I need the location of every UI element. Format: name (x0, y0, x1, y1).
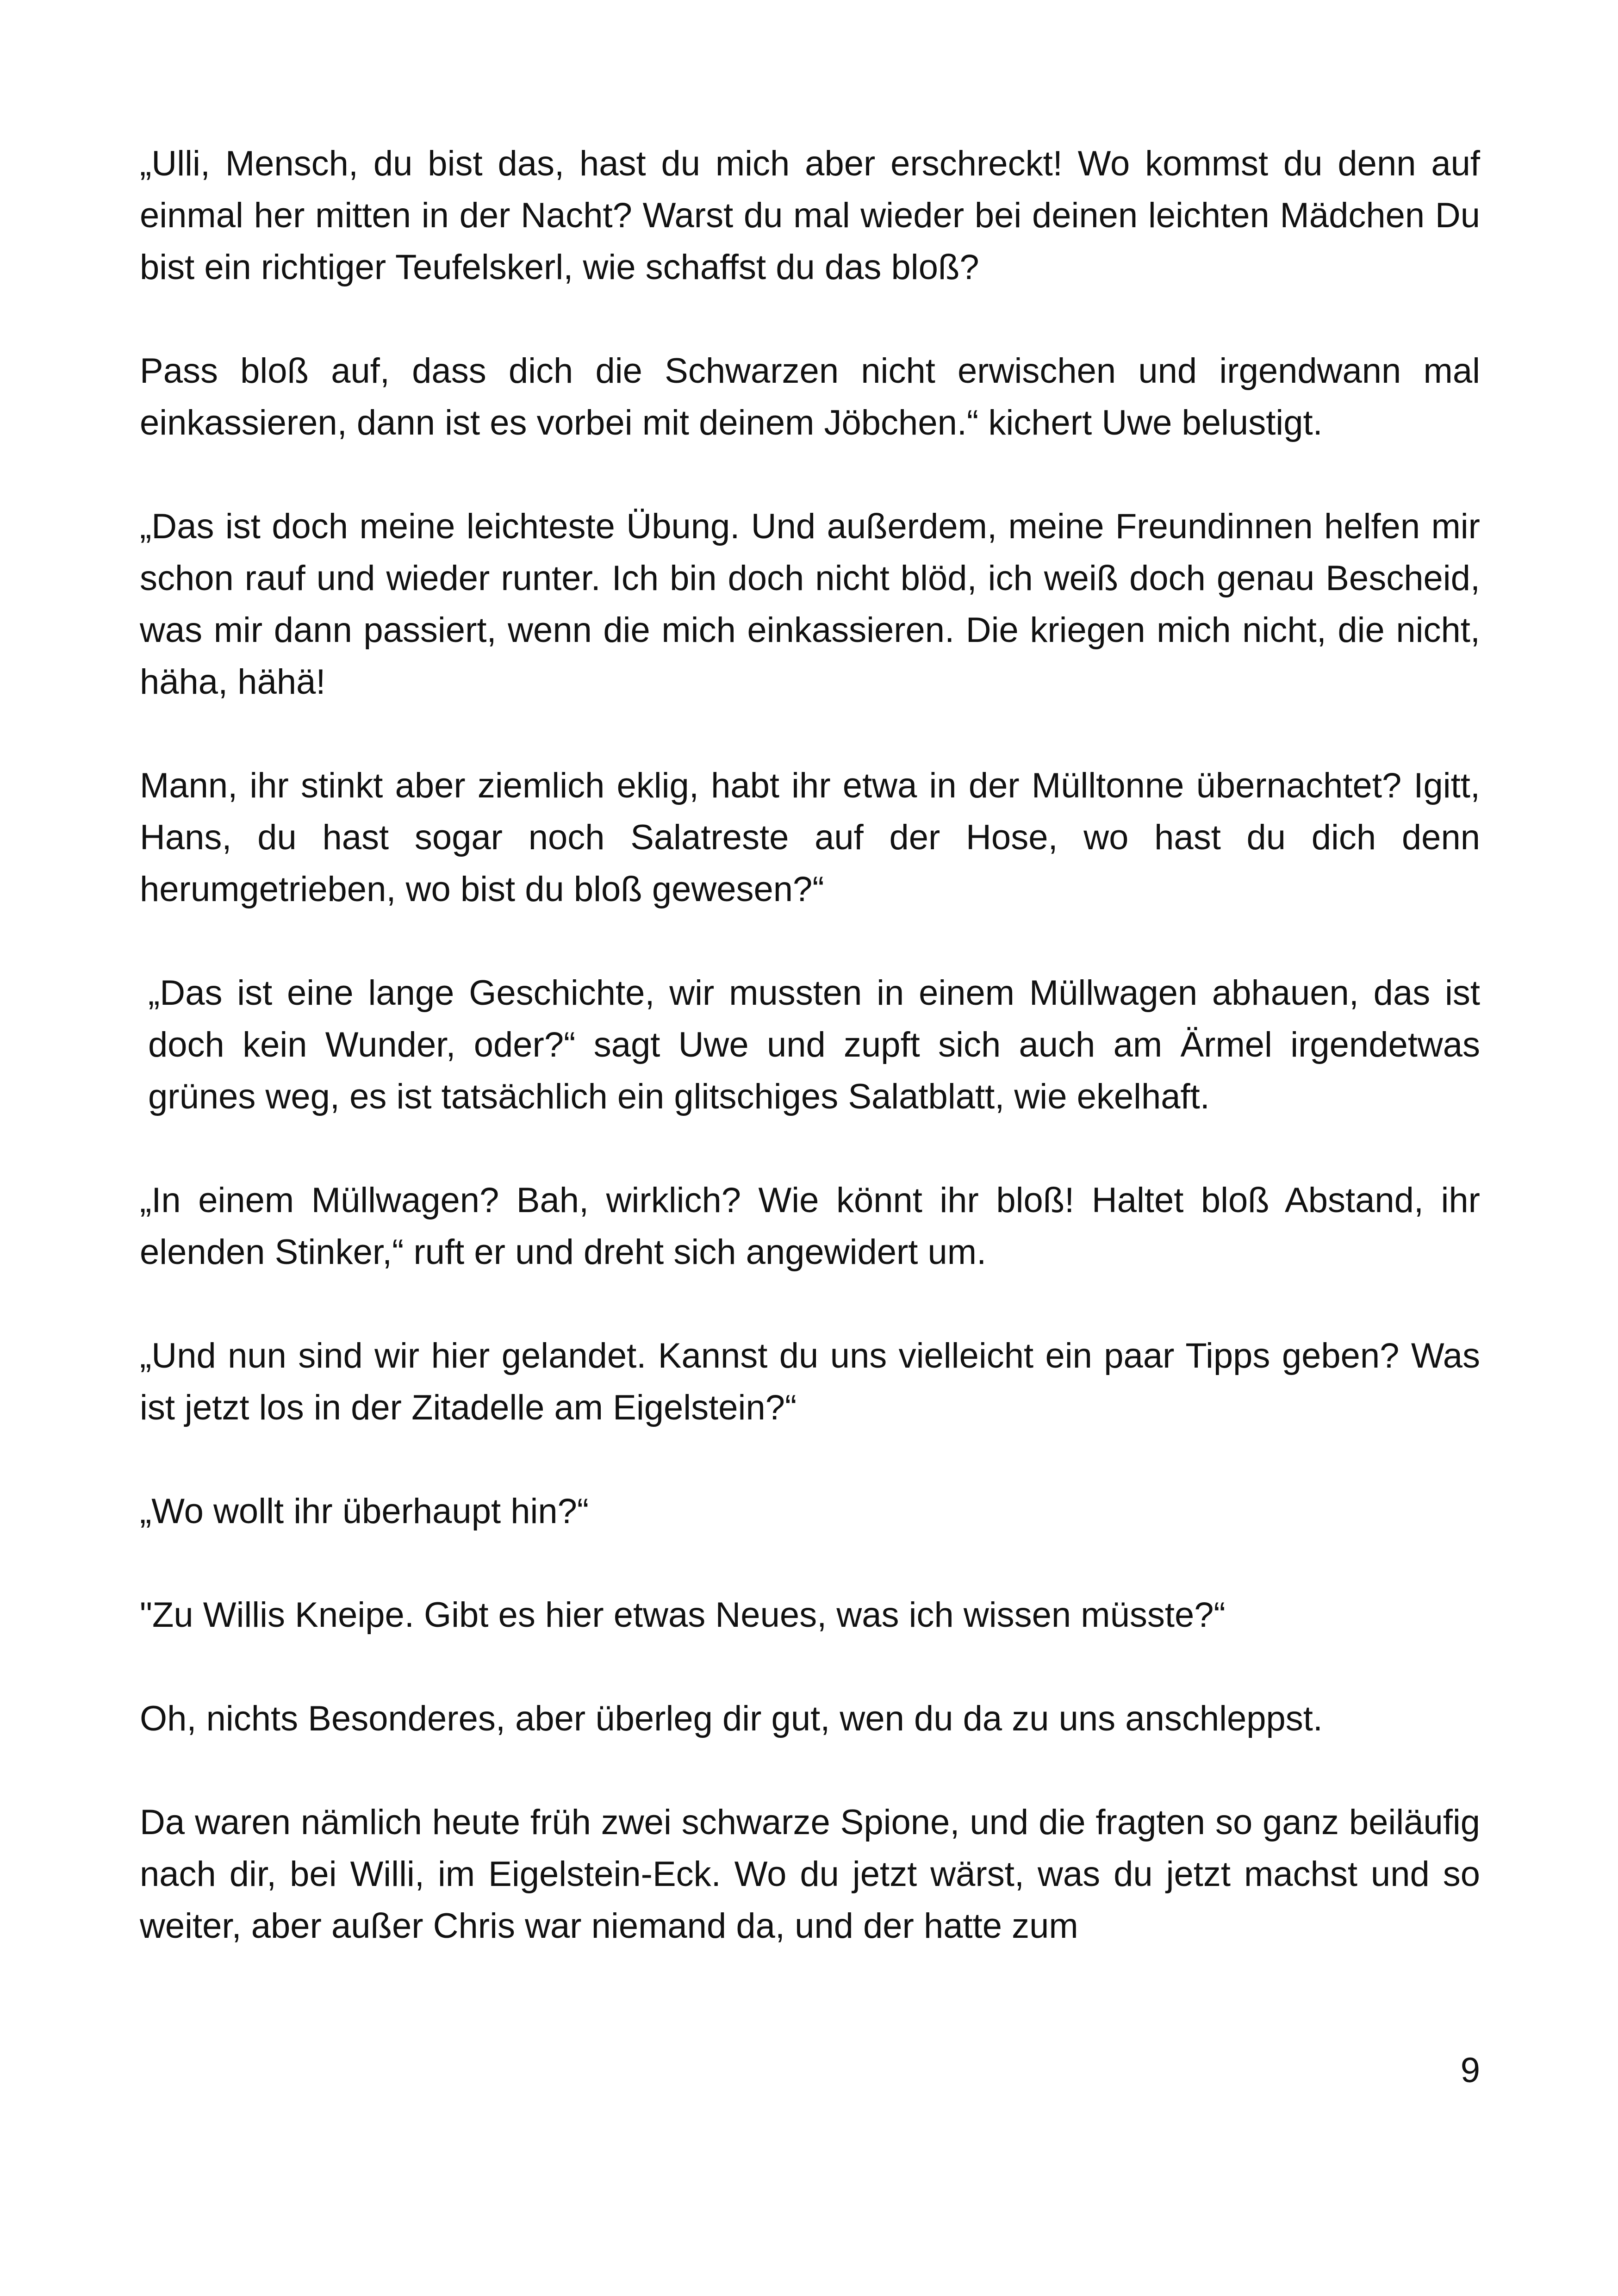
page-number: 9 (1460, 2051, 1480, 2090)
paragraph: „Ulli, Mensch, du bist das, hast du mich aber erschreckt! Wo kommst du denn auf einmal her mitten in der Nacht? Warst du mal wieder bei deinen leichten Mädchen Du bist ein richtiger Teufelskerl, wie schaffst du das bloß? (140, 144, 1480, 287)
paragraph: „Das ist doch meine leichteste Übung. Und außerdem, meine Freundinnen helfen mir schon rauf und wieder runter. Ich bin doch nicht blöd, ich weiß doch genau Bescheid, was mir dann passiert, wenn die mich einkassieren. Die kriegen mich nicht, die nicht, häha, hähä! (140, 507, 1480, 702)
paragraph: "Zu Willis Kneipe. Gibt es hier etwas Neues, was ich wissen müsste?“ (140, 1595, 1226, 1635)
paragraph: „In einem Müllwagen? Bah, wirklich? Wie könnt ihr bloß! Haltet bloß Abstand, ihr elenden Stinker,“ ruft er und dreht sich angewidert um. (140, 1181, 1480, 1272)
paragraph: „Und nun sind wir hier gelandet. Kannst du uns vielleicht ein paar Tipps geben? Was ist jetzt los in der Zitadelle am Eigelstein?“ (140, 1336, 1480, 1427)
paragraph: Da waren nämlich heute früh zwei schwarze Spione, und die fragten so ganz beiläufig nach dir, bei Willi, im Eigelstein-Eck. Wo du jetzt wärst, was du jetzt machst und so weiter, aber außer Chris war niemand da, und der hatte zum (140, 1803, 1480, 1946)
paragraph: „Das ist eine lange Geschichte, wir mussten in einem Müllwagen abhauen, das ist doch kein Wunder, oder?“ sagt Uwe und zupft sich auch am Ärmel irgendetwas grünes weg, es ist tatsächlich ein glitschiges Salatblatt, wie ekelhaft. (148, 973, 1480, 1116)
paragraph: „Wo wollt ihr überhaupt hin?“ (140, 1492, 589, 1531)
paragraph: Pass bloß auf, dass dich die Schwarzen nicht erwischen und irgendwann mal einkassieren, dann ist es vorbei mit deinem Jöbchen.“ kichert Uwe belustigt. (140, 351, 1480, 442)
paragraph: Oh, nichts Besonderes, aber überleg dir gut, wen du da zu uns anschleppst. (140, 1699, 1323, 1738)
paragraph: Mann, ihr stinkt aber ziemlich eklig, habt ihr etwa in der Mülltonne übernachtet? Igitt, Hans, du hast sogar noch Salatreste auf der Hose, wo hast du dich denn herumgetrieben, wo bist du bloß gewesen?“ (140, 766, 1480, 909)
body-text (140, 138, 1480, 2004)
